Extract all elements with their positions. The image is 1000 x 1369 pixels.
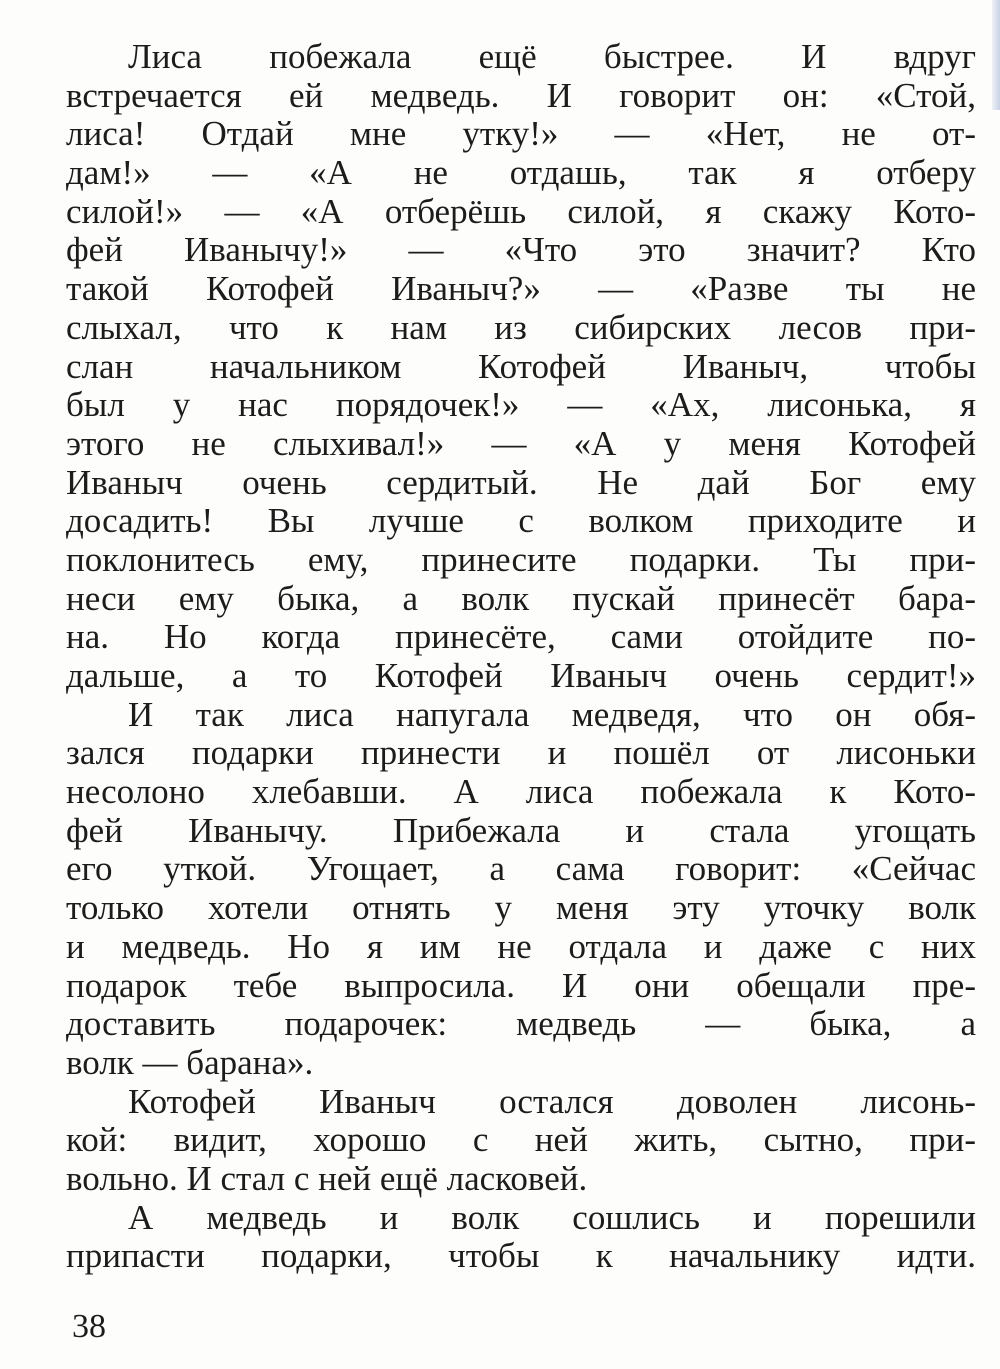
- text-line: досадить! Вы лучше с волком приходите и: [66, 501, 976, 541]
- text-line: доставить подарочек: медведь — быка, а: [66, 1004, 976, 1044]
- text-line: неси ему быка, а волк пускай принесёт бара-: [66, 578, 976, 618]
- text-line: несолоно хлебавши. А лиса побежала к Кото-: [66, 772, 976, 812]
- text-line: лиса! Отдай мне утку!» — «Нет, не от-: [66, 114, 976, 154]
- text-line: волк — барана».: [66, 1042, 314, 1082]
- text-line: Котофей Иваныч остался доволен лисонь-: [128, 1081, 976, 1121]
- text-line: И так лиса напугала медведя, что он обя-: [128, 694, 976, 734]
- text-line: вольно. И стал с ней ещё ласковей.: [66, 1158, 588, 1198]
- page-number: 38: [72, 1308, 106, 1345]
- text-line: Лиса побежала ещё быстрее. И вдруг: [128, 37, 976, 76]
- text-line: встречается ей медведь. И говорит он: «Стой,: [66, 75, 976, 115]
- text-line: зался подарки принести и пошёл от лисоньки: [66, 733, 976, 773]
- text-line: Иваныч очень сердитый. Не дай Бог ему: [66, 462, 976, 502]
- page-edge-shadow: [992, 0, 1000, 110]
- text-line: подарок тебе выпросила. И они обещали пре-: [66, 965, 976, 1005]
- text-line: силой!» — «А отберёшь силой, я скажу Кото-: [66, 191, 976, 231]
- text-line: поклонитесь ему, принесите подарки. Ты при-: [66, 539, 976, 579]
- text-line: такой Котофей Иваныч?» — «Разве ты не: [66, 269, 976, 309]
- text-line: дальше, а то Котофей Иваныч очень сердит!»: [66, 656, 976, 695]
- text-line: этого не слыхивал!» — «А у меня Котофей: [66, 423, 976, 463]
- text-line: фей Иванычу!» — «Что это значит? Кто: [66, 230, 976, 270]
- text-line: слыхал, что к нам из сибирских лесов при-: [66, 307, 976, 347]
- text-line: его уткой. Угощает, а сама говорит: «Сейчас: [66, 849, 976, 889]
- text-line: слан начальником Котофей Иваныч, чтобы: [66, 346, 976, 386]
- text-line: фей Иванычу. Прибежала и стала угощать: [66, 810, 976, 850]
- story-text: [66, 38, 976, 1276]
- text-line: на. Но когда принесёте, сами отойдите по-: [66, 617, 976, 657]
- text-line: был у нас порядочек!» — «Ах, лисонька, я: [66, 385, 976, 425]
- text-line: и медведь. Но я им не отдала и даже с них: [66, 926, 976, 966]
- text-line: кой: видит, хорошо с ней жить, сытно, при-: [66, 1120, 976, 1160]
- text-line: припасти подарки, чтобы к начальнику идти.: [66, 1236, 976, 1276]
- text-line: А медведь и волк сошлись и порешили: [128, 1197, 976, 1237]
- text-line: только хотели отнять у меня эту уточку волк: [66, 888, 976, 928]
- text-line: дам!» — «А не отдашь, так я отберу: [66, 153, 976, 193]
